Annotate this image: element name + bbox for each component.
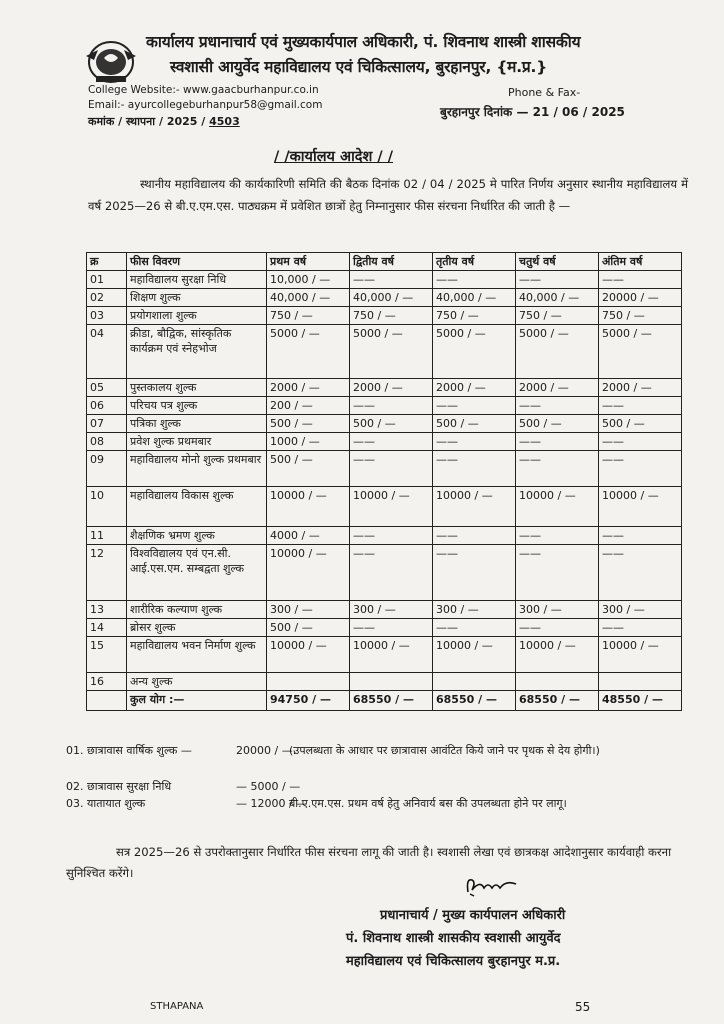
fourth-year-cell: 2000 / — (516, 379, 599, 397)
hostel-deposit-value: — 5000 / — (236, 780, 301, 793)
total-second-year: 68550 / — (350, 691, 433, 711)
first-year-cell: 750 / — (267, 307, 350, 325)
third-year-cell: 2000 / — (433, 379, 516, 397)
fee-description-cell: परिचय पत्र शुल्क (127, 397, 267, 415)
first-year-cell: 500 / — (267, 619, 350, 637)
serial-cell: 10 (87, 487, 127, 527)
fee-description-cell: प्रवेश शुल्क प्रथमबार (127, 433, 267, 451)
fourth-year-cell: 10000 / — (516, 487, 599, 527)
third-year-cell: —— (433, 619, 516, 637)
fee-structure-table (86, 252, 682, 711)
second-year-cell: 40,000 / — (350, 289, 433, 307)
final-year-cell: 10000 / — (599, 637, 682, 673)
second-year-cell: —— (350, 527, 433, 545)
signatory-college-line2: महाविद्यालय एवं चिकित्सालय बुरहानपुर म.प्र. (346, 954, 561, 969)
table-row (87, 397, 682, 415)
first-year-cell: 500 / — (267, 415, 350, 433)
final-year-cell: —— (599, 271, 682, 289)
fee-description-cell: महाविद्यालय मोनो शुल्क प्रथमबार (127, 451, 267, 487)
closing-paragraph: सत्र 2025—26 से उपरोक्तानुसार निर्धारित फीस संरचना लागू की जाती है। स्वशासी लेखा एवं छात्रकक्ष आदेशानुसार कार्यवाही करना सुनिश्चित करेंगे। (66, 845, 672, 880)
final-year-cell: 300 / — (599, 601, 682, 619)
final-year-cell: —— (599, 433, 682, 451)
serial-cell: 08 (87, 433, 127, 451)
first-year-cell: 5000 / — (267, 325, 350, 379)
third-year-cell: 10000 / — (433, 487, 516, 527)
fee-description-cell: ब्रोसर शुल्क (127, 619, 267, 637)
second-year-cell: —— (350, 397, 433, 415)
hostel-fee-note: (उपलब्धता के आधार पर छात्रावास आवंटित किये जाने पर पृथक से देय होगी।) (289, 744, 600, 757)
second-year-cell: —— (350, 545, 433, 601)
page-number: 55 (575, 1000, 591, 1014)
office-title-line2: स्वशासी आयुर्वेद महाविद्यालय एवं चिकित्सालय, बुरहानपुर, {म.प्र.} (170, 58, 548, 76)
college-email: Email:- ayurcollegeburhanpur58@gmail.com (88, 99, 323, 111)
order-heading: / /कार्यालय आदेश / / (274, 149, 394, 165)
final-year-cell: —— (599, 451, 682, 487)
third-year-cell: 10000 / — (433, 637, 516, 673)
total-row (87, 691, 682, 711)
intro-paragraph: स्थानीय महाविद्यालय की कार्यकारिणी समिति की बैठक दिनांक 02 / 04 / 2025 मे पारित निर्णय अनुसार स्थानीय महाविद्यालय में वर्ष 2025—26 से बी.ए.एम.एस. पाठ्यक्रम में प्रवेशित छात्रों हेतु निम्नानुसार फीस संरचना निर्धारित की जाती है — (88, 177, 688, 213)
table-row (87, 637, 682, 673)
third-year-cell: 500 / — (433, 415, 516, 433)
second-year-cell: 10000 / — (350, 637, 433, 673)
serial-cell: 16 (87, 673, 127, 691)
first-year-cell: 1000 / — (267, 433, 350, 451)
serial-cell: 09 (87, 451, 127, 487)
total-serial-cell (87, 691, 127, 711)
fourth-year-cell: —— (516, 433, 599, 451)
first-year-cell: 500 / — (267, 451, 350, 487)
college-website: College Website:- www.gaacburhanpur.co.in (88, 84, 319, 96)
serial-cell: 06 (87, 397, 127, 415)
serial-cell: 03 (87, 307, 127, 325)
second-year-cell: 10000 / — (350, 487, 433, 527)
total-first-year: 94750 / — (267, 691, 350, 711)
final-year-cell: 750 / — (599, 307, 682, 325)
hostel-fee-value: 20000 / —. (236, 744, 297, 757)
transport-fee-row (66, 795, 686, 812)
hostel-deposit-label: 02. छात्रावास सुरक्षा निधि (66, 780, 172, 793)
third-year-cell: —— (433, 271, 516, 289)
fourth-year-cell: —— (516, 619, 599, 637)
first-year-cell: 10000 / — (267, 545, 350, 601)
hostel-fee-row (66, 742, 686, 778)
third-year-cell: —— (433, 451, 516, 487)
serial-cell: 04 (87, 325, 127, 379)
first-year-cell: 10000 / — (267, 637, 350, 673)
fourth-year-cell (516, 673, 599, 691)
table-row (87, 271, 682, 289)
college-emblem-icon (82, 36, 140, 86)
fee-description-cell: पत्रिका शुल्क (127, 415, 267, 433)
fourth-year-cell: 5000 / — (516, 325, 599, 379)
third-year-cell (433, 673, 516, 691)
table-row (87, 325, 682, 379)
table-row (87, 673, 682, 691)
final-year-cell: 20000 / — (599, 289, 682, 307)
fourth-year-cell: —— (516, 397, 599, 415)
signatory-college-line1: पं. शिवनाथ शास्त्री शासकीय स्वशासी आयुर्वेद (346, 931, 561, 946)
second-year-cell: —— (350, 433, 433, 451)
second-year-cell: 2000 / — (350, 379, 433, 397)
second-year-cell: 500 / — (350, 415, 433, 433)
third-year-cell: 750 / — (433, 307, 516, 325)
serial-cell: 02 (87, 289, 127, 307)
first-year-cell: 300 / — (267, 601, 350, 619)
serial-cell: 13 (87, 601, 127, 619)
footer-label: STHAPANA (150, 1001, 204, 1012)
transport-fee-value: — 12000 / — (236, 797, 308, 810)
table-row (87, 527, 682, 545)
fee-description-cell: शारीरिक कल्याण शुल्क (127, 601, 267, 619)
fee-description-cell: महाविद्यालय सुरक्षा निधि (127, 271, 267, 289)
final-year-cell: 5000 / — (599, 325, 682, 379)
third-year-cell: —— (433, 545, 516, 601)
hostel-deposit-row (66, 778, 686, 795)
header-second-year: द्वितीय वर्ष (350, 253, 433, 271)
fee-description-cell: क्रीडा, बौद्विक, सांस्कृतिक कार्यक्रम एवं स्नेहभोज (127, 325, 267, 379)
second-year-cell (350, 673, 433, 691)
header-final-year: अंतिम वर्ष (599, 253, 682, 271)
final-year-cell: —— (599, 397, 682, 415)
table-row (87, 379, 682, 397)
fee-description-cell: अन्य शुल्क (127, 673, 267, 691)
header-third-year: तृतीय वर्ष (433, 253, 516, 271)
final-year-cell: —— (599, 619, 682, 637)
first-year-cell: 200 / — (267, 397, 350, 415)
table-row (87, 307, 682, 325)
second-year-cell: —— (350, 619, 433, 637)
reference-prefix: कमांक / स्थापना / 2025 / (88, 115, 210, 128)
first-year-cell: 40,000 / — (267, 289, 350, 307)
reference-number (88, 114, 240, 129)
fourth-year-cell: —— (516, 545, 599, 601)
third-year-cell: —— (433, 527, 516, 545)
fourth-year-cell: —— (516, 451, 599, 487)
total-final-year: 48550 / — (599, 691, 682, 711)
final-year-cell: 2000 / — (599, 379, 682, 397)
fee-description-cell: पुस्तकालय शुल्क (127, 379, 267, 397)
fee-description-cell: शैक्षणिक भ्रमण शुल्क (127, 527, 267, 545)
total-fourth-year: 68550 / — (516, 691, 599, 711)
third-year-cell: 5000 / — (433, 325, 516, 379)
header-fourth-year: चतुर्थ वर्ष (516, 253, 599, 271)
second-year-cell: 5000 / — (350, 325, 433, 379)
first-year-cell: 10000 / — (267, 487, 350, 527)
header-fee-description: फीस विवरण (127, 253, 267, 271)
fee-description-cell: विश्वविद्यालय एवं एन.सी. आई.एस.एम. सम्बद्वता शुल्क (127, 545, 267, 601)
fee-description-cell: महाविद्यालय विकास शुल्क (127, 487, 267, 527)
final-year-cell (599, 673, 682, 691)
hostel-fee-label: 01. छात्रावास वार्षिक शुल्क — (66, 744, 192, 757)
fourth-year-cell: —— (516, 271, 599, 289)
header-first-year: प्रथम वर्ष (267, 253, 350, 271)
final-year-cell: 500 / — (599, 415, 682, 433)
table-row (87, 487, 682, 527)
first-year-cell: 10,000 / — (267, 271, 350, 289)
reference-serial: 4503 (209, 115, 240, 128)
phone-fax: Phone & Fax- (508, 86, 581, 99)
header-serial: क्र (87, 253, 127, 271)
transport-fee-note: बी.ए.एम.एस. प्रथम वर्ष हेतु अनिवार्य बस की उपलब्धता होने पर लागू। (289, 797, 567, 810)
first-year-cell (267, 673, 350, 691)
fourth-year-cell: 40,000 / — (516, 289, 599, 307)
third-year-cell: 40,000 / — (433, 289, 516, 307)
table-row (87, 619, 682, 637)
fourth-year-cell: —— (516, 527, 599, 545)
total-label: कुल योग :— (127, 691, 267, 711)
fee-rows (87, 271, 682, 691)
second-year-cell: 300 / — (350, 601, 433, 619)
serial-cell: 01 (87, 271, 127, 289)
serial-cell: 05 (87, 379, 127, 397)
final-year-cell: 10000 / — (599, 487, 682, 527)
second-year-cell: 750 / — (350, 307, 433, 325)
table-row (87, 415, 682, 433)
table-row (87, 601, 682, 619)
table-row (87, 545, 682, 601)
serial-cell: 14 (87, 619, 127, 637)
second-year-cell: —— (350, 271, 433, 289)
serial-cell: 11 (87, 527, 127, 545)
third-year-cell: —— (433, 433, 516, 451)
third-year-cell: 300 / — (433, 601, 516, 619)
third-year-cell: —— (433, 397, 516, 415)
additional-fees (66, 742, 686, 812)
final-year-cell: —— (599, 545, 682, 601)
serial-cell: 15 (87, 637, 127, 673)
fee-description-cell: शिक्षण शुल्क (127, 289, 267, 307)
first-year-cell: 2000 / — (267, 379, 350, 397)
serial-cell: 07 (87, 415, 127, 433)
second-year-cell: —— (350, 451, 433, 487)
fourth-year-cell: 300 / — (516, 601, 599, 619)
table-row (87, 289, 682, 307)
transport-fee-label: 03. यातायात शुल्क (66, 797, 146, 810)
fee-description-cell: प्रयोगशाला शुल्क (127, 307, 267, 325)
final-year-cell: —— (599, 527, 682, 545)
handwritten-signature (462, 874, 522, 898)
total-third-year: 68550 / — (433, 691, 516, 711)
order-date: बुरहानपुर दिनांक — 21 / 06 / 2025 (440, 105, 625, 119)
first-year-cell: 4000 / — (267, 527, 350, 545)
table-row (87, 433, 682, 451)
fourth-year-cell: 750 / — (516, 307, 599, 325)
fee-description-cell: महाविद्यालय भवन निर्माण शुल्क (127, 637, 267, 673)
office-title-line1: कार्यालय प्रधानाचार्य एवं मुख्यकार्यपाल अधिकारी, पं. शिवनाथ शास्त्री शासकीय (146, 33, 581, 51)
fourth-year-cell: 10000 / — (516, 637, 599, 673)
fourth-year-cell: 500 / — (516, 415, 599, 433)
table-row (87, 451, 682, 487)
signatory-designation: प्रधानाचार्य / मुख्य कार्यपालन अधिकारी (380, 908, 566, 923)
table-header-row (87, 253, 682, 271)
serial-cell: 12 (87, 545, 127, 601)
